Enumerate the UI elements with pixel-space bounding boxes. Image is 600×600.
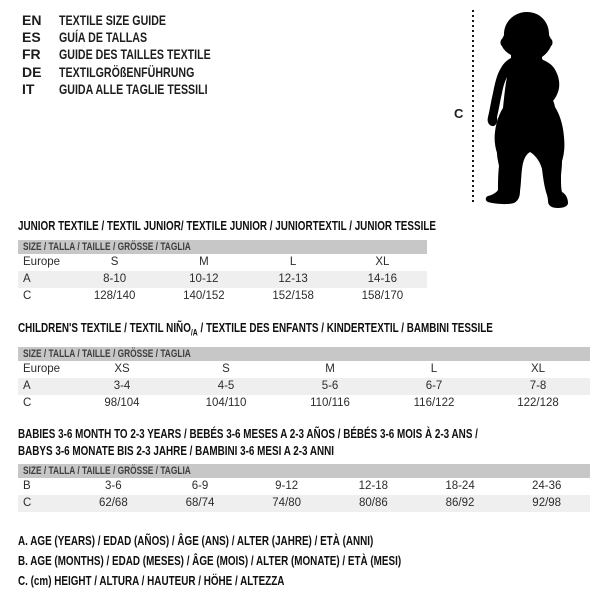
table-cell: S	[110, 256, 119, 268]
children-table	[18, 347, 590, 412]
junior-table	[18, 240, 427, 305]
language-label-text: GUÍA DE TALLAS	[59, 29, 148, 46]
row-label: Europe	[23, 363, 61, 375]
table-cell: 98/104	[104, 397, 140, 409]
table-cell: 6-7	[425, 380, 443, 392]
row-label: C	[23, 497, 32, 509]
table-cell: 3-4	[113, 380, 131, 392]
table-cell: 6-9	[191, 480, 209, 492]
table-cell: S	[222, 363, 230, 375]
table-cell: 62/68	[98, 497, 128, 509]
children-size-header-text: SIZE / TALLA / TAILLE / GRÖSSE / TAGLIA	[23, 348, 191, 360]
row-label: C	[23, 290, 32, 302]
table-row	[18, 478, 590, 495]
language-row	[22, 29, 259, 46]
table-cell: 5-6	[321, 380, 339, 392]
language-label-text: GUIDE DES TAILLES TEXTILE	[59, 46, 211, 63]
table-cell: XS	[114, 363, 130, 375]
table-cell: M	[325, 363, 335, 375]
language-code: IT	[22, 80, 35, 97]
children-table-body	[18, 361, 590, 412]
table-row	[18, 288, 427, 305]
babies-table-title-line1-text: BABIES 3-6 MONTH TO 2-3 YEARS / BEBÉS 3-6 MESES A 2-3 AÑOS / BÉBÉS 3-6 MOIS À 2-3 ANS /	[18, 426, 478, 441]
language-code: EN	[22, 12, 42, 28]
language-label	[59, 64, 237, 81]
children-title-pre: CHILDREN'S TEXTILE / TEXTIL NIÑO	[18, 320, 191, 335]
table-cell: M	[199, 256, 209, 268]
babies-size-header	[18, 464, 590, 478]
height-dotted-line	[472, 10, 474, 205]
table-cell: 10-12	[189, 273, 219, 285]
table-cell: XL	[375, 256, 390, 268]
language-row	[22, 46, 259, 63]
table-cell: 116/122	[413, 397, 455, 409]
table-cell: 24-36	[531, 480, 562, 492]
table-cell: 74/80	[272, 497, 302, 509]
table-cell: 86/92	[445, 497, 475, 509]
baby-silhouette-icon	[483, 11, 569, 209]
row-label: B	[23, 480, 31, 492]
language-label	[59, 29, 175, 46]
row-label: A	[23, 380, 31, 392]
language-row	[22, 12, 259, 29]
notes	[18, 531, 522, 591]
table-cell: 122/128	[517, 397, 559, 409]
language-code: DE	[22, 63, 42, 80]
table-cell: 104/110	[205, 397, 247, 409]
babies-table-title-line2	[18, 444, 434, 458]
table-cell: 3-6	[105, 480, 122, 492]
babies-table	[18, 464, 590, 512]
language-code: ES	[22, 29, 41, 46]
language-label-text: GUIDA ALLE TAGLIE TESSILI	[59, 80, 208, 97]
children-size-header	[18, 347, 590, 361]
junior-table-title	[18, 219, 568, 233]
table-cell: XL	[530, 363, 546, 375]
table-cell: 128/140	[93, 290, 136, 302]
note-text: C. (cm) HEIGHT / ALTURA / HAUTEUR / HÖHE / ALTEZZA	[18, 573, 285, 588]
note-text: B. AGE (MONTHS) / EDAD (MESES) / ÂGE (MOIS) / ALTER (MONATE) / ETÀ (MESI)	[18, 553, 402, 568]
table-cell: 9-12	[275, 480, 299, 492]
table-row	[18, 254, 427, 271]
row-label: Europe	[23, 256, 61, 268]
table-cell: 110/116	[310, 397, 350, 409]
table-cell: 68/74	[185, 497, 215, 509]
children-title-post: / TEXTILE DES ENFANTS / KINDERTEXTIL / BAMBINI TESSILE	[197, 320, 493, 335]
babies-table-title-line2-text: BABYS 3-6 MONATE BIS 2-3 JAHRE / BAMBINI 3-6 MESI A 2-3 ANNI	[18, 443, 335, 458]
table-cell: 7-8	[529, 380, 547, 392]
table-row	[18, 378, 590, 395]
language-label-text: TEXTILGRÖßENFÜHRUNG	[59, 63, 195, 80]
table-row	[18, 395, 590, 412]
height-c-label: C	[454, 106, 464, 121]
children-table-title	[18, 320, 600, 338]
note-line	[18, 551, 522, 571]
babies-table-title-line1	[18, 427, 600, 441]
table-cell: 80/86	[358, 497, 388, 509]
junior-size-header-text: SIZE / TALLA / TAILLE / GRÖSSE / TAGLIA	[23, 241, 191, 253]
note-line	[18, 571, 522, 591]
junior-table-title-text: JUNIOR TEXTILE / TEXTIL JUNIOR/ TEXTILE JUNIOR / JUNIORTEXTIL / JUNIOR TESSILE	[18, 218, 436, 233]
table-cell: 4-5	[217, 380, 235, 392]
table-row	[18, 271, 427, 288]
babies-table-body	[18, 478, 590, 512]
table-cell: 8-10	[103, 273, 127, 285]
language-code: FR	[22, 46, 41, 63]
children-table-title-text	[18, 321, 493, 340]
table-cell: 140/152	[183, 290, 225, 302]
language-label	[59, 81, 254, 98]
junior-size-header	[18, 240, 427, 254]
children-title-sub: /A	[190, 327, 198, 338]
note-text: A. AGE (YEARS) / EDAD (AÑOS) / ÂGE (ANS) / ALTER (JAHRE) / ETÀ (ANNI)	[18, 533, 374, 548]
table-cell: L	[430, 363, 438, 375]
table-cell: 92/98	[532, 497, 562, 509]
row-label: C	[23, 397, 32, 409]
table-cell: 14-16	[367, 273, 398, 285]
language-list	[22, 12, 259, 98]
table-row	[18, 361, 590, 378]
language-row	[22, 64, 259, 81]
table-cell: L	[289, 256, 297, 268]
language-label	[59, 46, 259, 63]
language-label	[59, 12, 200, 29]
language-label-text: TEXTILE SIZE GUIDE	[59, 12, 167, 28]
language-row	[22, 81, 259, 98]
table-cell: 18-24	[445, 480, 475, 492]
table-cell: 12-13	[278, 273, 308, 285]
row-label: A	[23, 273, 31, 285]
table-cell: 152/158	[272, 290, 314, 302]
note-line	[18, 531, 522, 551]
junior-table-body	[18, 254, 427, 305]
table-row	[18, 495, 590, 512]
table-cell: 158/170	[361, 290, 404, 302]
babies-size-header-text: SIZE / TALLA / TAILLE / GRÖSSE / TAGLIA	[23, 465, 191, 477]
table-cell: 12-18	[358, 480, 389, 492]
